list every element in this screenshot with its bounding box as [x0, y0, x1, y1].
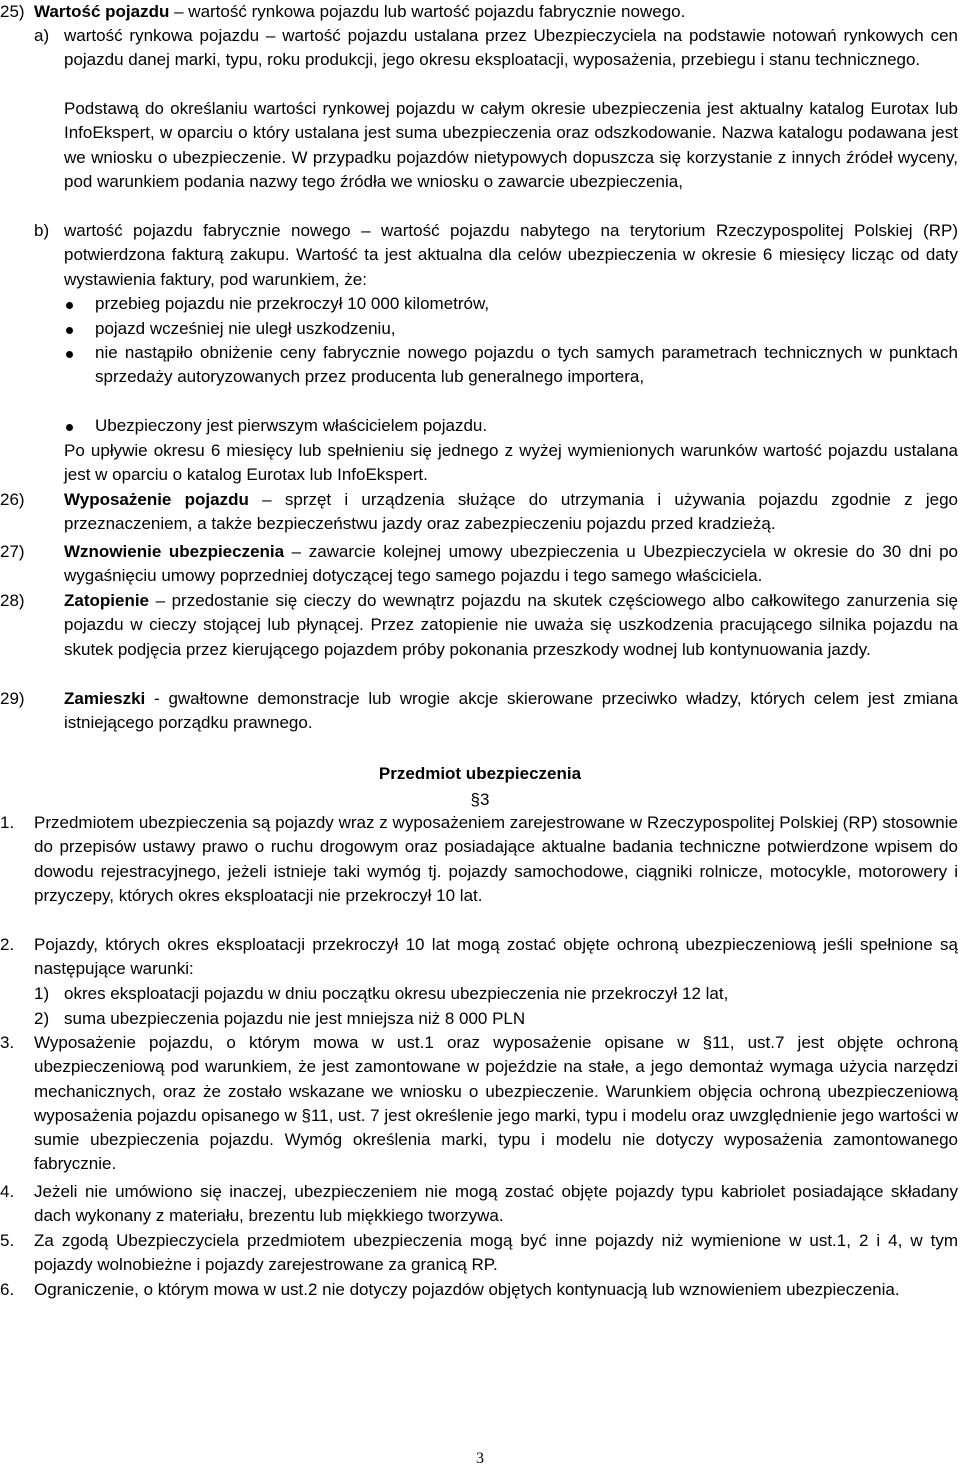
- item-25a-label: a): [34, 26, 50, 45]
- item-27-text: – zawarcie kolejnej umowy ubezpieczenia u Ubezpieczyciela w okresie do 30 dni po wygaśnięciu umowy poprzedniej dotyczącej tego samego pojazdu i tego samego właściciela.: [64, 542, 958, 586]
- point-3-text: Wyposażenie pojazdu, o którym mowa w ust.1 oraz wyposażenie opisane w §11, ust.7 jest objęte ochroną ubezpieczeniową pod warunkiem, że jest zamontowane w pojeździe na stałe, a jego demontaż wymaga użycia narzędzi mechanicznych, oraz że zostało wskazane we wniosku o ubezpieczenie. Warunkiem objęcia ochroną ubezpieczeniową wyposażenia pojazdu opisanego w §11, ust. 7 jest określenie jego marki, typu i modelu oraz uwzględnienie jego wartości w sumie ubezpieczenia pojazdu. Wymóg określenia marki, typu i modelu nie dotyczy wyposażenia zamontowanego fabrycznie.: [34, 1033, 958, 1174]
- bullet-icon: [66, 327, 73, 334]
- point-2-sub-2-number: 2): [34, 1009, 50, 1028]
- item-25b-text: wartość pojazdu fabrycznie nowego – wartość pojazdu nabytego na terytorium Rzeczypospolitej Polskiej (RP) potwierdzona fakturą zakupu. Wartość ta jest aktualna dla celów ubezpieczenia w okresie 6 miesięcy licząc od daty wystawienia faktury, pod warunkiem, że:: [64, 221, 958, 289]
- item-29-definition: [64, 687, 958, 736]
- item-25b-after: Po upływie okresu 6 miesięcy lub spełnieniu się jednego z wyżej wymienionych warunków wartość pojazdu ustalana jest w oparciu o katalog Eurotax lub InfoEkspert.: [64, 441, 958, 485]
- bullet-item: nie nastąpiło obniżenie ceny fabrycznie nowego pojazdu o tych samych parametrach technicznych w punktach sprzedaży autoryzowanych przez producenta lub generalnego importera,: [95, 343, 958, 387]
- point-1-text: Przedmiotem ubezpieczenia są pojazdy wraz z wyposażeniem zarejestrowane w Rzeczypospolitej Polskiej (RP) stosownie do przepisów ustawy prawo o ruchu drogowym oraz posiadające aktualne badania techniczne potwierdzone wpisem do dowodu rejestracyjnego, jeżeli istnieje taki wymóg tj. pojazdy samochodowe, ciągniki rolnicze, motocykle, motorowery i przyczepy, których okres eksploatacji nie przekroczył 10 lat.: [34, 813, 958, 905]
- item-26-definition: [64, 488, 958, 537]
- point-1-number: 1.: [0, 813, 15, 832]
- item-25-text: – wartość rynkowa pojazdu lub wartość pojazdu fabrycznie nowego.: [169, 2, 686, 21]
- item-25a-text: wartość rynkowa pojazdu – wartość pojazdu ustalana przez Ubezpieczyciela na podstawie notowań rynkowych cen pojazdu danej marki, typu, roku produkcji, jego okresu eksploatacji, wyposażenia, przebiegu i stanu technicznego.: [64, 26, 958, 70]
- point-2-sub-1-number: 1): [34, 984, 50, 1003]
- point-6-text: Ograniczenie, o którym mowa w ust.2 nie dotyczy pojazdów objętych kontynuacją lub wznowieniem ubezpieczenia.: [34, 1280, 900, 1299]
- page-number: 3: [476, 1450, 484, 1467]
- item-25a-text-continued: Podstawą do określaniu wartości rynkowej pojazdu w całym okresie ubezpieczenia jest aktualny katalog Eurotax lub InfoEkspert, w oparciu o który ustalana jest suma ubezpieczenia oraz odszkodowanie. Nazwa katalogu podawana jest we wniosku o ubezpieczenie. W przypadku pojazdów nietypowych dopuszcza się korzystanie z innych źródeł wyceny, pod warunkiem podania nazwy tego źródła we wniosku o zawarcie ubezpieczenia,: [64, 99, 958, 191]
- bullet-item: pojazd wcześniej nie uległ uszkodzeniu,: [95, 319, 396, 338]
- item-26-number: 26): [0, 490, 25, 509]
- point-4-number: 4.: [0, 1182, 15, 1201]
- point-5-text: Za zgodą Ubezpieczyciela przedmiotem ubezpieczenia mogą być inne pojazdy niż wymienione w ust.1, 2 i 4, w tym pojazdy wolnobieżne i pojazdy zarejestrowane za granicą RP.: [34, 1231, 958, 1275]
- paragraph-sign: §3: [470, 790, 490, 809]
- bullet-item: przebieg pojazdu nie przekroczył 10 000 kilometrów,: [95, 294, 490, 313]
- item-25b-label: b): [34, 221, 50, 240]
- item-29-term: Zamieszki: [64, 689, 146, 708]
- item-27-definition: [64, 540, 958, 589]
- item-29-number: 29): [0, 689, 25, 708]
- point-6-number: 6.: [0, 1280, 15, 1299]
- bullet-icon: [66, 302, 73, 309]
- item-27-term: Wznowienie ubezpieczenia: [64, 542, 285, 561]
- item-25-definition: [34, 0, 954, 24]
- section-title: Przedmiot ubezpieczenia: [378, 764, 582, 783]
- item-28-definition: [64, 589, 958, 662]
- item-27-number: 27): [0, 542, 25, 561]
- item-26-term: Wyposażenie pojazdu: [64, 490, 249, 509]
- point-2-text: Pojazdy, których okres eksploatacji przekroczył 10 lat mogą zostać objęte ochroną ubezpieczeniową jeśli spełnione są następujące warunki:: [34, 935, 958, 979]
- item-25-term: Wartość pojazdu: [34, 2, 170, 21]
- bullet-icon: [66, 351, 73, 358]
- point-4-text: Jeżeli nie umówiono się inaczej, ubezpieczeniem nie mogą zostać objęte pojazdy typu kabriolet posiadające składany dach wykonany z materiału, brezentu lub miękkiego tworzywa.: [34, 1182, 958, 1226]
- item-29-text: - gwałtowne demonstracje lub wrogie akcje skierowane przeciwko władzy, których celem jest zmiana istniejącego porządku prawnego.: [64, 689, 958, 733]
- bullet-item: Ubezpieczony jest pierwszym właścicielem pojazdu.: [95, 416, 488, 435]
- item-28-term: Zatopienie: [64, 591, 150, 610]
- point-2-number: 2.: [0, 935, 15, 954]
- item-28-number: 28): [0, 591, 25, 610]
- point-3-number: 3.: [0, 1033, 15, 1052]
- bullet-icon: [66, 424, 73, 431]
- item-26-text: – sprzęt i urządzenia służące do utrzymania i używania pojazdu zgodnie z jego przeznaczeniem, a także bezpieczeństwu jazdy oraz zabezpieczeniu pojazdu przed kradzieżą.: [64, 490, 959, 534]
- point-2-sub-1-text: okres eksploatacji pojazdu w dniu początku okresu ubezpieczenia nie przekroczył 12 lat,: [64, 984, 729, 1003]
- item-25-number: 25): [0, 2, 25, 21]
- point-2-sub-2-text: suma ubezpieczenia pojazdu nie jest mniejsza niż 8 000 PLN: [64, 1009, 526, 1028]
- item-28-text: – przedostanie się cieczy do wewnątrz pojazdu na skutek częściowego albo całkowitego zanurzenia się pojazdu w cieczy stojącej lub płynącej. Przez zatopienie nie uważa się uszkodzenia pracującego silnika pojazdu na skutek podjęcia przez kierującego pojazdem próby pokonania przeszkody wodnej lub kontynuowania jazdy.: [64, 591, 958, 659]
- point-5-number: 5.: [0, 1231, 15, 1250]
